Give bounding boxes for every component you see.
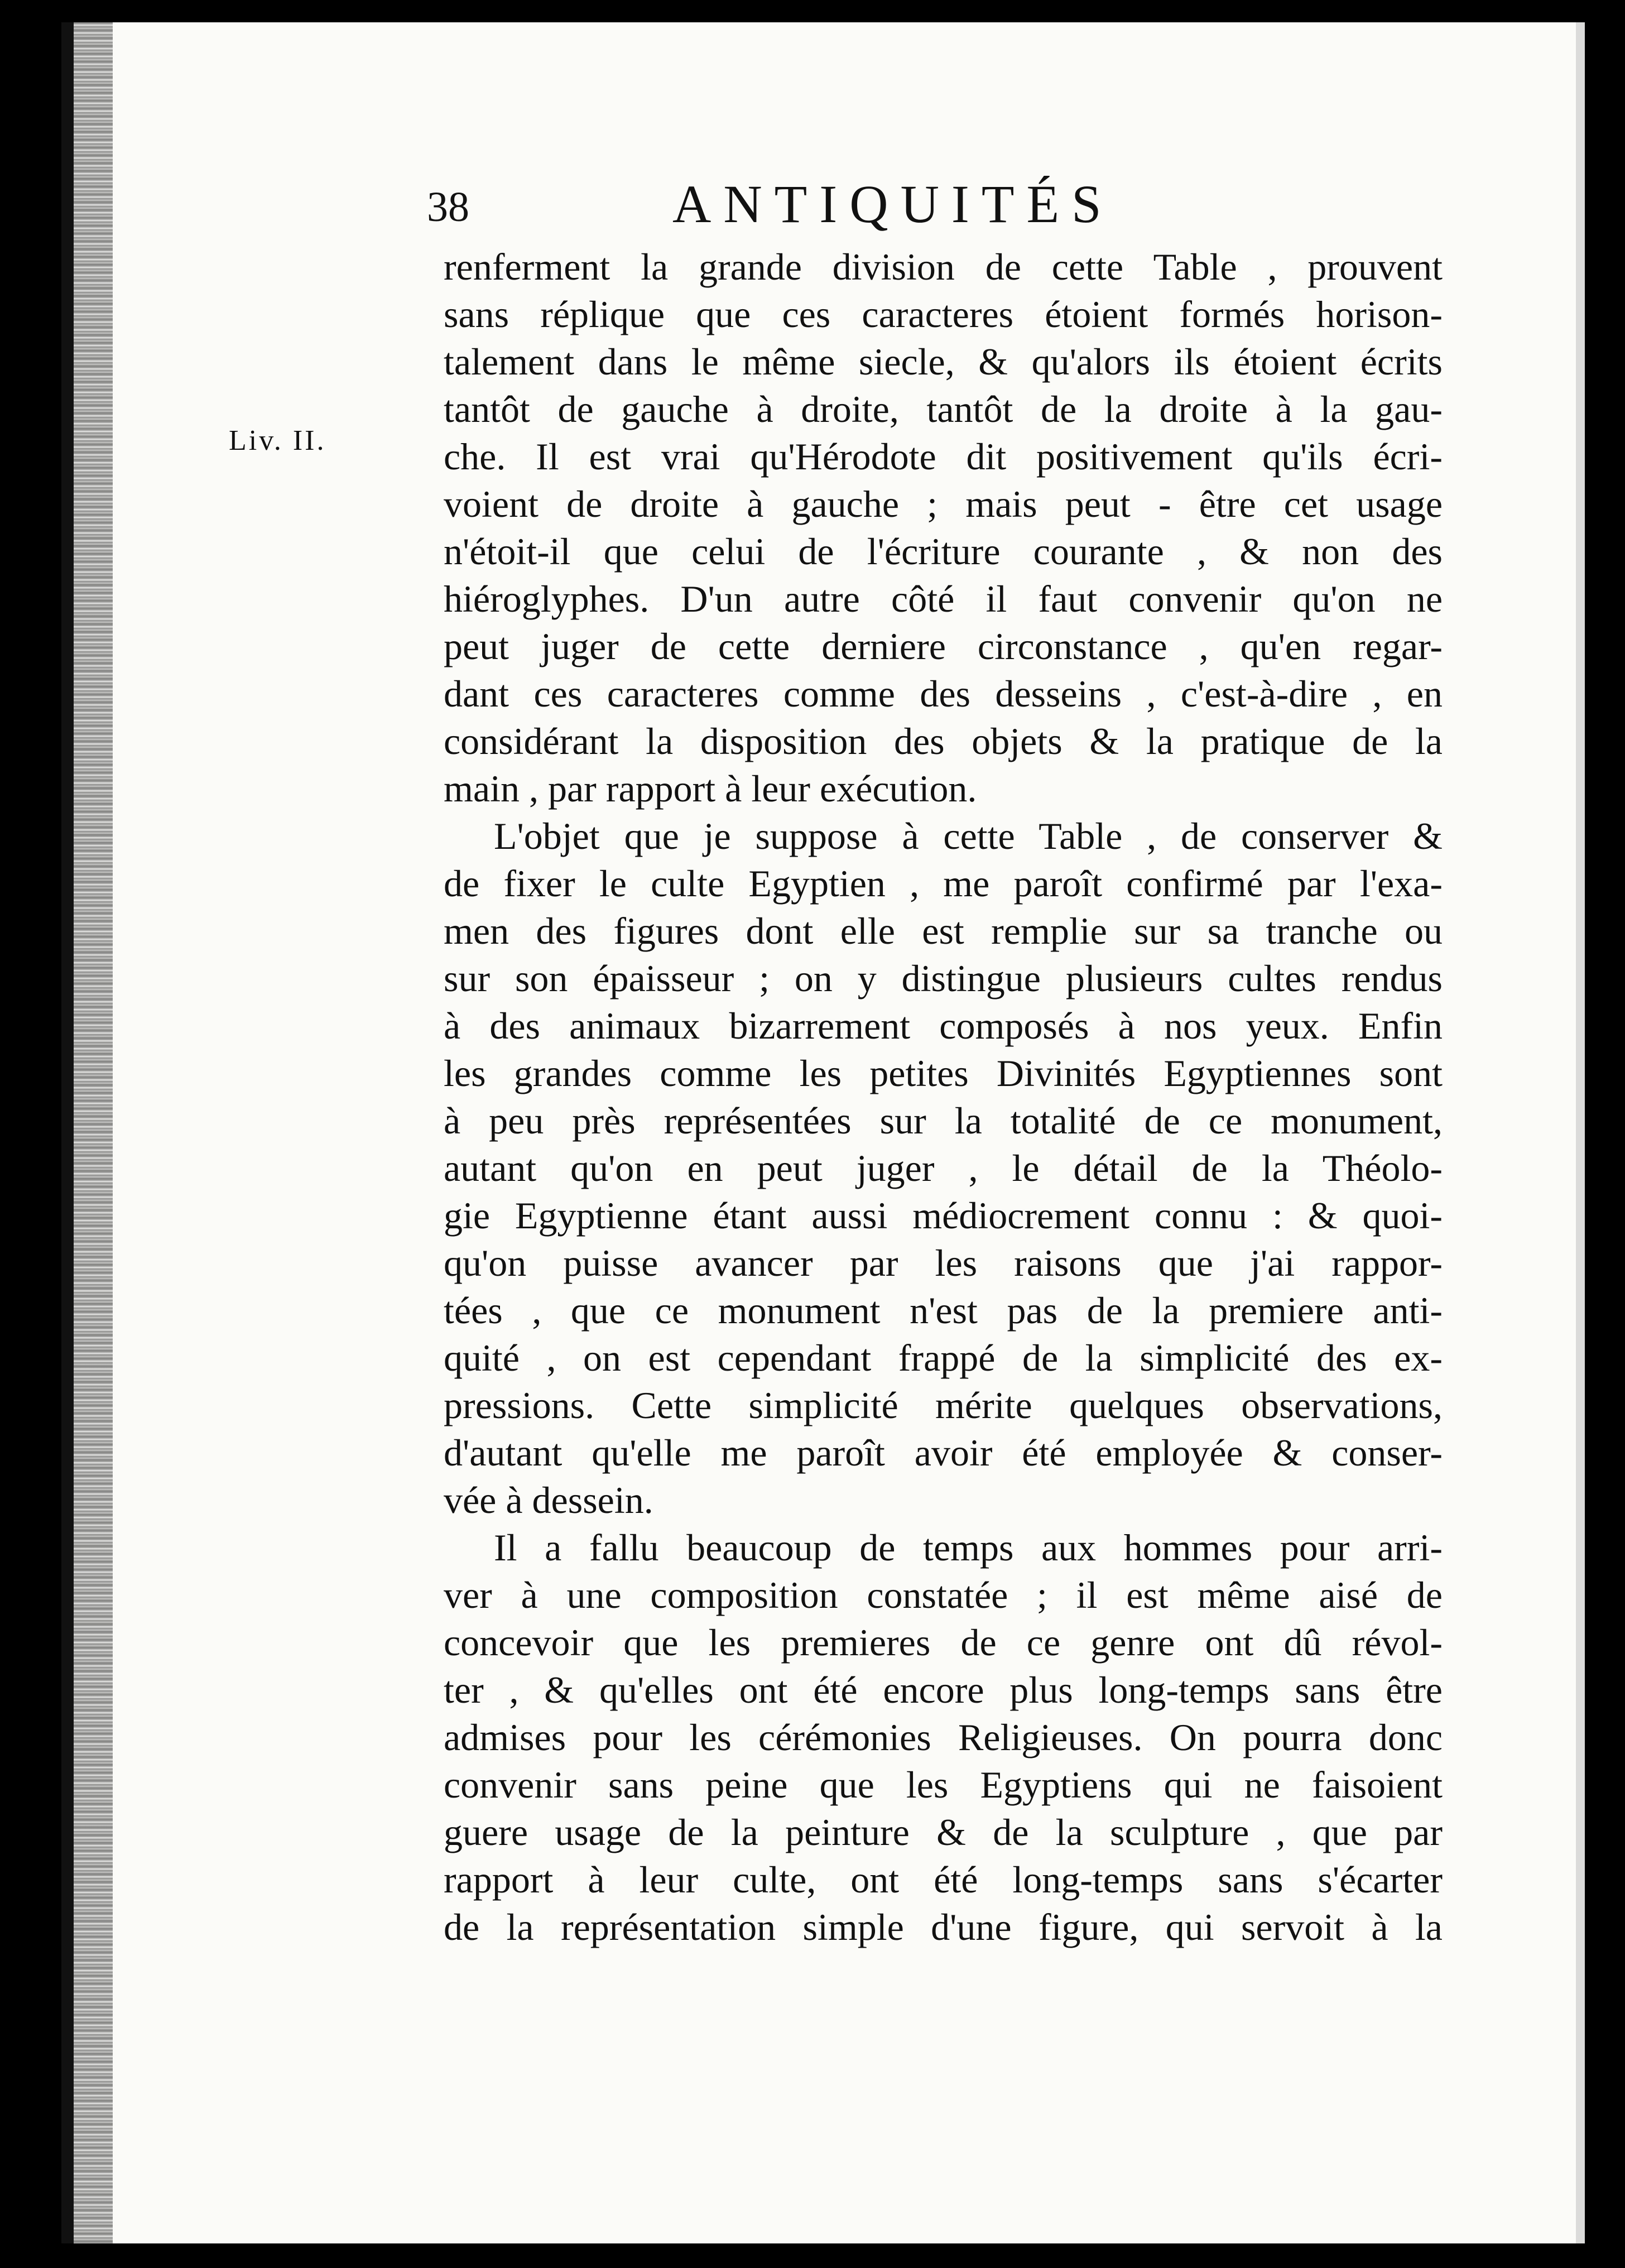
- text-line: qu'on puisse avancer par les raisons que j'ai rappor-: [444, 1242, 1443, 1284]
- text-line: vée à dessein.: [444, 1479, 653, 1521]
- text-line: n'étoit-il que celui de l'écriture courante , & non des: [444, 530, 1443, 573]
- text-line: rapport à leur culte, ont été long-temps sans s'écarter: [444, 1858, 1443, 1901]
- page-right-edge: [1576, 22, 1585, 2243]
- text-line: de la représentation simple d'une figure, qui servoit à la: [444, 1906, 1443, 1948]
- text-line: quité , on est cependant frappé de la simplicité des ex-: [444, 1337, 1443, 1379]
- page-header: [427, 167, 1208, 246]
- text-line: de fixer le culte Egyptien , me paroît confirmé par l'exa-: [444, 862, 1443, 905]
- text-line: pressions. Cette simplicité mérite quelques observations,: [444, 1384, 1443, 1426]
- text-line: convenir sans peine que les Egyptiens qui ne faisoient: [444, 1764, 1443, 1806]
- text-line: gie Egyptienne étant aussi médiocrement connu : & quoi-: [444, 1194, 1443, 1237]
- text-line: les grandes comme les petites Divinités Egyptiennes sont: [444, 1052, 1443, 1094]
- text-line: voient de droite à gauche ; mais peut - être cet usage: [444, 483, 1443, 525]
- text-line: peut juger de cette derniere circonstance , qu'en regar-: [444, 625, 1443, 667]
- text-line: tées , que ce monument n'est pas de la premiere anti-: [444, 1289, 1443, 1332]
- page-gutter-shadow: [74, 22, 113, 2243]
- text-line: guere usage de la peinture & de la sculpture , que par: [444, 1811, 1443, 1853]
- text-line: d'autant qu'elle me paroît avoir été employée & conser-: [444, 1431, 1443, 1474]
- text-line: che. Il est vrai qu'Hérodote dit positivement qu'ils écri-: [444, 435, 1443, 478]
- text-line: L'objet que je suppose à cette Table , de conserver &: [494, 815, 1443, 857]
- text-line: talement dans le même siecle, & qu'alors ils étoient écrits: [444, 340, 1443, 383]
- text-line: hiéroglyphes. D'un autre côté il faut convenir qu'on ne: [444, 578, 1443, 620]
- running-title: ANTIQUITÉS: [672, 174, 1114, 234]
- body-text: [444, 243, 1443, 1951]
- text-line: main , par rapport à leur exécution.: [444, 767, 977, 810]
- text-line: admises pour les cérémonies Religieuses. On pourra donc: [444, 1716, 1443, 1758]
- text-line: sans réplique que ces caracteres étoient formés horison-: [444, 293, 1443, 335]
- text-line: considérant la disposition des objets & la pratique de la: [444, 720, 1443, 762]
- page-number: 38: [427, 184, 469, 230]
- text-line: dant ces caracteres comme des desseins , c'est-à-dire , en: [444, 672, 1443, 715]
- text-line: à des animaux bizarrement composés à nos yeux. Enfin: [444, 1005, 1443, 1047]
- text-line: autant qu'on en peut juger , le détail de la Théolo-: [444, 1147, 1443, 1189]
- text-line: tantôt de gauche à droite, tantôt de la droite à la gau-: [444, 388, 1443, 430]
- text-line: men des figures dont elle est remplie sur sa tranche ou: [444, 910, 1443, 952]
- margin-note: Liv. II.: [229, 425, 326, 457]
- text-line: concevoir que les premieres de ce genre ont dû révol-: [444, 1621, 1443, 1664]
- text-line: Il a fallu beaucoup de temps aux hommes pour arri-: [494, 1526, 1443, 1569]
- text-line: sur son épaisseur ; on y distingue plusieurs cultes rendus: [444, 957, 1443, 1000]
- text-line: renferment la grande division de cette Table , prouvent: [444, 246, 1443, 288]
- text-line: ter , & qu'elles ont été encore plus long-temps sans être: [444, 1669, 1443, 1711]
- text-line: à peu près représentées sur la totalité de ce monument,: [444, 1099, 1443, 1142]
- text-line: ver à une composition constatée ; il est même aisé de: [444, 1574, 1443, 1616]
